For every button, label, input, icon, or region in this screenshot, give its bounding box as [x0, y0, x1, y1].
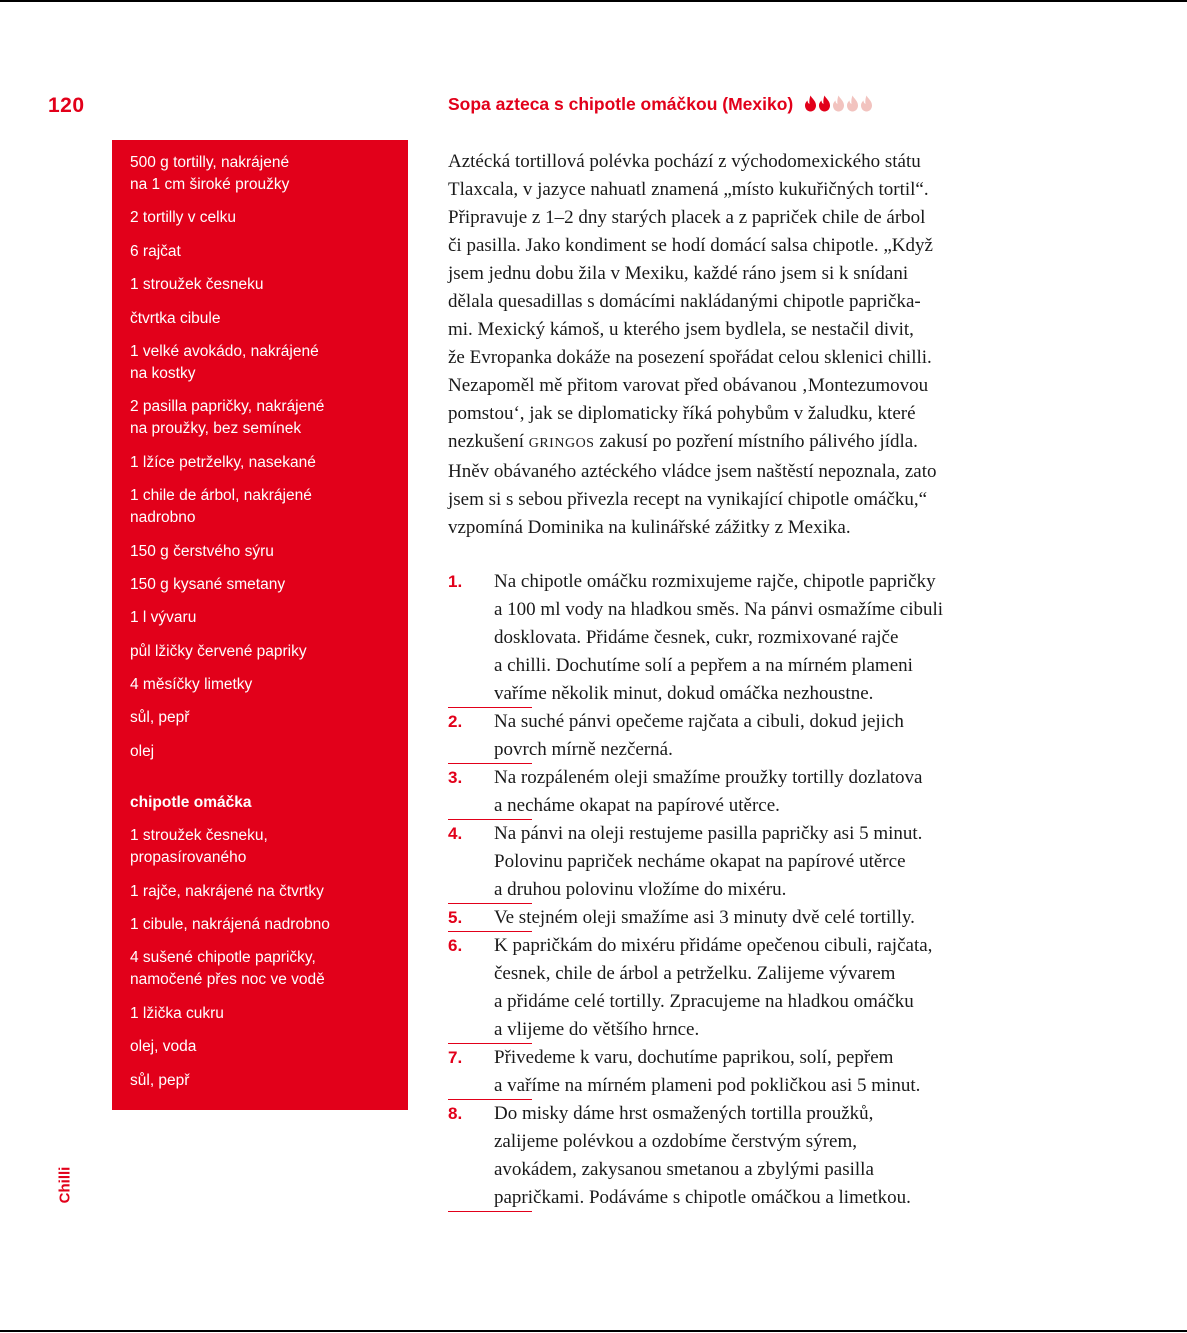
step-line: vaříme několik minut, dokud omáčka nezhoustne.: [494, 683, 874, 704]
recipe-title-text: Sopa azteca s chipotle omáčkou (Mexiko): [448, 94, 794, 114]
ingredient-item: [130, 308, 394, 330]
step-line: česnek, chile de árbol a petrželku. Zalijeme vývarem: [494, 963, 896, 984]
sauce-heading: chipotle omáčka: [130, 793, 252, 811]
step-line: K papričkám do mixéru přidáme opečenou cibuli, rajčata,: [494, 935, 933, 956]
ingredient-line: 150 g kysané smetany: [130, 575, 286, 593]
step-text: [494, 708, 1048, 764]
intro-line: Hněv obávaného aztéckého vládce jsem naštěstí nepoznala, zato: [448, 461, 937, 482]
step-number: 8.: [448, 1104, 463, 1123]
step-number: 3.: [448, 768, 463, 787]
top-crop-rule: [0, 0, 1187, 2]
step-number: 7.: [448, 1048, 463, 1067]
intro-fragment: zakusí po pozření místního pálivého jídla.: [599, 431, 918, 452]
ingredient-item: [130, 541, 394, 563]
chili-flame-icon: [818, 95, 831, 112]
ingredient-line: 6 rajčat: [130, 242, 181, 260]
ingredient-line: 1 lžíce petrželky, nasekané: [130, 453, 316, 471]
ingredient-item: [130, 485, 394, 529]
method-step: [448, 1044, 1048, 1100]
sauce-ingredient-item: [130, 1003, 394, 1025]
method-step: [448, 820, 1048, 904]
intro-line: Tlaxcala, v jazyce nahuatl znamená „místo kukuřičných tortil“.: [448, 179, 929, 200]
step-line: avokádem, zakysanou smetanou a zbylými pasilla: [494, 1159, 874, 1180]
ingredient-line: 4 měsíčky limetky: [130, 676, 253, 694]
ingredient-item: [130, 452, 394, 474]
step-text: [494, 764, 1048, 820]
ingredient-line: 1 stroužek česneku: [130, 276, 264, 294]
ingredient-line: na 1 cm široké proužky: [130, 176, 290, 193]
method-step: [448, 764, 1048, 820]
bottom-crop-rule: [0, 1330, 1187, 1332]
ingredient-item: [130, 274, 394, 296]
intro-line: že Evropanka dokáže na posezení spořádat celou sklenici chilli.: [448, 347, 932, 368]
ingredient-line: 1 l vývaru: [130, 609, 197, 627]
section-label: [54, 1162, 76, 1208]
method-step: [448, 932, 1048, 1044]
ingredient-item: [130, 396, 394, 440]
step-line: Polovinu papriček necháme okapat na papírové utěrce: [494, 851, 906, 872]
sauce-ingredient-item: [130, 881, 394, 903]
ingredient-line: 1 velké avokádo, nakrájené: [130, 342, 319, 360]
step-number: 2.: [448, 712, 463, 731]
ingredient-item: [130, 341, 394, 385]
method-step: [448, 1100, 1048, 1212]
step-number: 6.: [448, 936, 463, 955]
intro-line: Připravuje z 1–2 dny starých placek a z papriček chile de árbol: [448, 207, 926, 228]
chili-flame-icon: [846, 95, 859, 112]
ingredient-line: 500 g tortilly, nakrájené: [130, 154, 290, 171]
step-line: zalijeme polévkou a ozdobíme čerstvým sýrem,: [494, 1131, 857, 1152]
method-step: [448, 568, 1048, 708]
sauce-ingredient-item: [130, 825, 394, 869]
ingredient-line: 1 rajče, nakrájené na čtvrtky: [130, 882, 324, 900]
intro-line: či pasilla. Jako kondiment se hodí domácí salsa chipotle. „Když: [448, 235, 933, 256]
intro-line: jsem si s sebou přivezla recept na vynikající chipotle omáčku,“: [448, 489, 928, 510]
intro-line: Aztécká tortillová polévka pochází z východomexického státu: [448, 151, 921, 172]
ingredient-item: [130, 641, 394, 663]
ingredient-line: půl lžičky červené papriky: [130, 642, 307, 660]
step-line: a vlijeme do většího hrnce.: [494, 1019, 700, 1040]
gringos-smallcaps: GRINGOS: [528, 436, 595, 451]
ingredient-line: 2 tortilly v celku: [130, 209, 236, 227]
ingredient-item: [130, 674, 394, 696]
chili-flame-icon: [804, 95, 817, 112]
method-step: [448, 708, 1048, 764]
sauce-ingredient-item: [130, 914, 394, 936]
step-line: a druhou polovinu vložíme do mixéru.: [494, 879, 787, 900]
step-text: [494, 820, 1048, 904]
heat-rating: [804, 95, 874, 117]
chili-flame-icon: [832, 95, 845, 112]
step-number: 4.: [448, 824, 463, 843]
sauce-ingredient-item: [130, 1070, 394, 1092]
ingredient-item: [130, 707, 394, 729]
ingredient-line: sůl, pepř: [130, 1071, 190, 1089]
page-number: 120: [48, 94, 85, 117]
step-number: 1.: [448, 572, 463, 591]
ingredient-line: 2 pasilla papričky, nakrájené: [130, 398, 325, 416]
step-line: a vaříme na mírném plameni pod pokličkou asi 5 minut.: [494, 1075, 921, 1096]
ingredient-item: [130, 207, 394, 229]
step-line: a 100 ml vody na hladkou směs. Na pánvi osmažíme cibuli: [494, 599, 944, 620]
ingredient-line: na kostky: [130, 364, 196, 382]
ingredient-line: 1 cibule, nakrájená nadrobno: [130, 916, 330, 934]
step-line: povrch mírně nezčerná.: [494, 739, 673, 760]
ingredient-line: propasírovaného: [130, 849, 247, 867]
step-line: a necháme okapat na papírové utěrce.: [494, 795, 780, 816]
ingredient-line: 1 chile de árbol, nakrájené: [130, 487, 312, 505]
ingredient-line: olej: [130, 742, 155, 760]
step-text: [494, 932, 1048, 1044]
intro-line: vzpomíná Dominika na kulinářské zážitky z Mexika.: [448, 517, 851, 538]
ingredient-line: nadrobno: [130, 509, 196, 527]
ingredient-line: čtvrtka cibule: [130, 309, 221, 327]
step-text: [494, 1100, 1048, 1212]
recipe-title: [448, 94, 1048, 117]
step-number: 5.: [448, 908, 463, 927]
step-line: dosklovata. Přidáme česnek, cukr, rozmixované rajče: [494, 627, 899, 648]
ingredient-item: [130, 241, 394, 263]
method-step: [448, 904, 1048, 932]
step-line: Ve stejném oleji smažíme asi 3 minuty dvě celé tortilly.: [494, 907, 915, 928]
ingredient-line: 1 stroužek česneku,: [130, 827, 268, 845]
ingredient-line: olej, voda: [130, 1038, 197, 1056]
ingredient-line: na proužky, bez semínek: [130, 420, 302, 438]
step-line: papričkami. Podáváme s chipotle omáčkou a limetkou.: [494, 1187, 911, 1208]
step-line: a chilli. Dochutíme solí a pepřem a na mírném plameni: [494, 655, 913, 676]
intro-line: Nezapoměl mě přitom varovat před obávanou ‚Montezumovou: [448, 375, 929, 396]
sauce-ingredient-item: [130, 947, 394, 991]
intro-line: dělala quesadillas s domácími nakládanými chipotle paprička-: [448, 291, 921, 312]
step-text: [494, 904, 1048, 932]
ingredient-item: [130, 741, 394, 763]
step-line: a přidáme celé tortilly. Zpracujeme na hladkou omáčku: [494, 991, 914, 1012]
step-line: Na chipotle omáčku rozmixujeme rajče, chipotle papričky: [494, 571, 936, 592]
method-steps: [448, 568, 1048, 1212]
ingredient-item: [130, 152, 394, 196]
ingredient-line: 150 g čerstvého sýru: [130, 542, 274, 560]
section-label-text: Chilli: [56, 1166, 74, 1204]
step-line: Na rozpáleném oleji smažíme proužky tortilly dozlatova: [494, 767, 923, 788]
intro-line: [448, 428, 1048, 458]
ingredient-line: 4 sušené chipotle papričky,: [130, 949, 316, 967]
ingredient-line: namočené přes noc ve vodě: [130, 971, 325, 989]
step-text: [494, 1044, 1048, 1100]
step-line: Na pánvi na oleji restujeme pasilla papričky asi 5 minut.: [494, 823, 923, 844]
intro-text: [448, 148, 1048, 542]
step-line: Přivedeme k varu, dochutíme paprikou, solí, pepřem: [494, 1047, 894, 1068]
ingredient-item: [130, 607, 394, 629]
ingredient-line: sůl, pepř: [130, 709, 190, 727]
intro-line: mi. Mexický kámoš, u kterého jsem bydlela, se nestačil divit,: [448, 319, 914, 340]
step-line: Na suché pánvi opečeme rajčata a cibuli, dokud jejich: [494, 711, 904, 732]
ingredients-panel: [112, 140, 408, 1110]
chili-flame-icon: [860, 95, 873, 112]
ingredient-line: 1 lžička cukru: [130, 1004, 224, 1022]
step-line: Do misky dáme hrst osmažených tortilla proužků,: [494, 1103, 874, 1124]
intro-line: pomstou‘, jak se diplomaticky říká pohybům v žaludku, které: [448, 403, 916, 424]
step-divider: [448, 1211, 532, 1212]
intro-fragment: nezkušení: [448, 431, 524, 452]
sauce-ingredient-item: [130, 1036, 394, 1058]
step-text: [494, 568, 1048, 708]
ingredient-item: [130, 574, 394, 596]
intro-line: jsem jednu dobu žila v Mexiku, každé ráno jsem si k snídani: [448, 263, 909, 284]
